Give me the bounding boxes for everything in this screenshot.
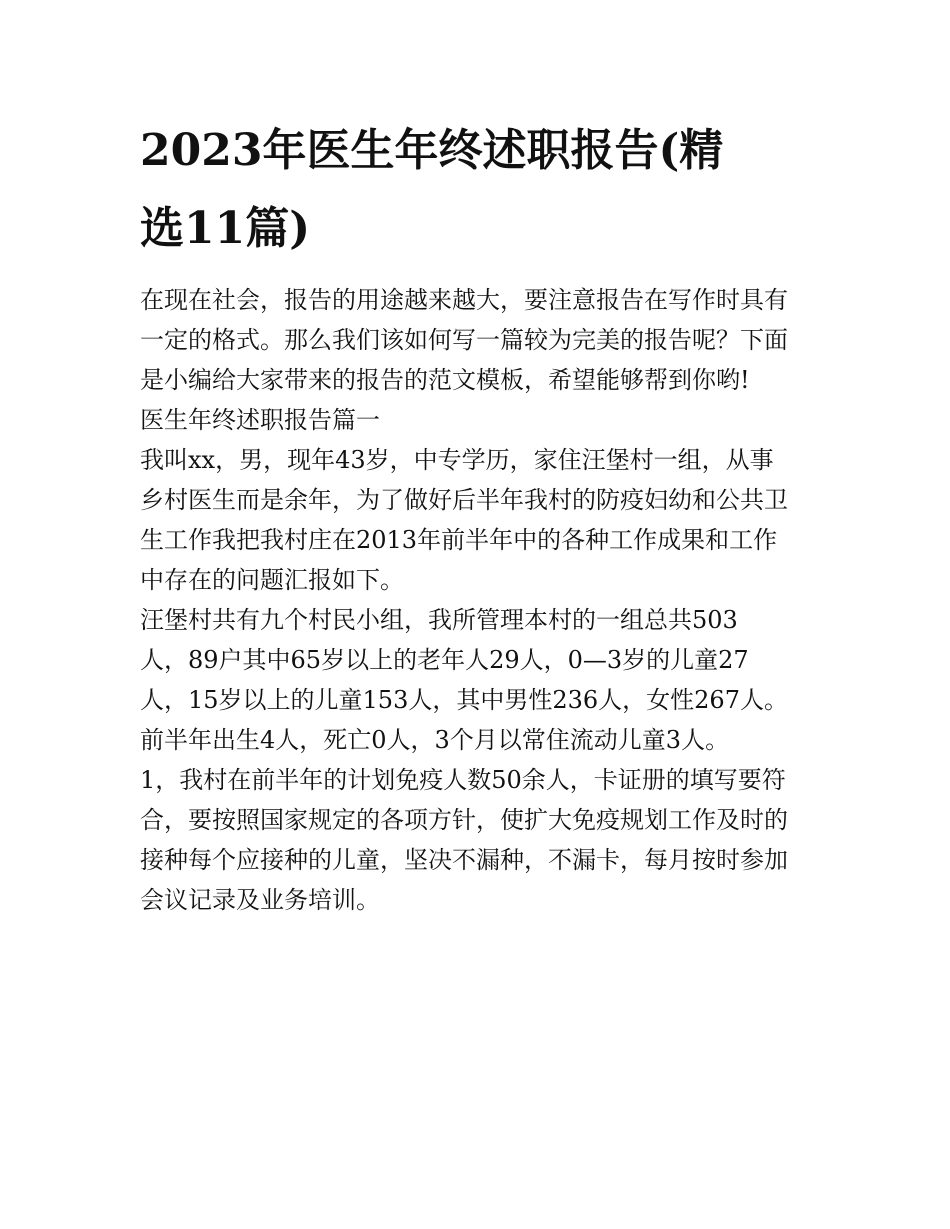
body-line: 前半年出生4人，死亡0人，3个月以常住流动儿童3人。	[140, 726, 730, 754]
title-line-1: 2023年医生年终述职报告(精	[140, 125, 724, 176]
body-line: 我叫xx，男，现年43岁，中专学历，家住汪堡村一组，从事	[140, 446, 774, 474]
body-line: 1，我村在前半年的计划免疫人数50余人，卡证册的填写要符	[140, 766, 786, 794]
body-line: 是小编给大家带来的报告的范文模板，希望能够帮到你哟!	[140, 366, 750, 394]
body-line: 生工作我把我村庄在2013年前半年中的各种工作成果和工作	[140, 526, 778, 554]
body-line: 汪堡村共有九个村民小组，我所管理本村的一组总共503	[140, 606, 738, 634]
body-line: 在现在社会，报告的用途越来越大，要注意报告在写作时具有	[140, 286, 788, 314]
body-line: 人，15岁以上的儿童153人，其中男性236人，女性267人。	[140, 686, 788, 714]
body-line: 人，89户其中65岁以上的老年人29人，0—3岁的儿童27	[140, 646, 749, 674]
body-line: 接种每个应接种的儿童，坚决不漏种，不漏卡，每月按时参加	[140, 846, 788, 874]
document-body	[140, 280, 820, 920]
title-line-2: 选11篇)	[140, 203, 311, 254]
body-line: 乡村医生而是余年，为了做好后半年我村的防疫妇幼和公共卫	[140, 486, 788, 514]
body-line: 一定的格式。那么我们该如何写一篇较为完美的报告呢？下面	[140, 326, 788, 354]
body-line: 会议记录及业务培训。	[140, 886, 380, 914]
document-title	[140, 112, 820, 268]
body-line: 合，要按照国家规定的各项方针，使扩大免疫规划工作及时的	[140, 806, 788, 834]
section-heading: 医生年终述职报告篇一	[140, 406, 380, 434]
body-line: 中存在的问题汇报如下。	[140, 566, 404, 594]
